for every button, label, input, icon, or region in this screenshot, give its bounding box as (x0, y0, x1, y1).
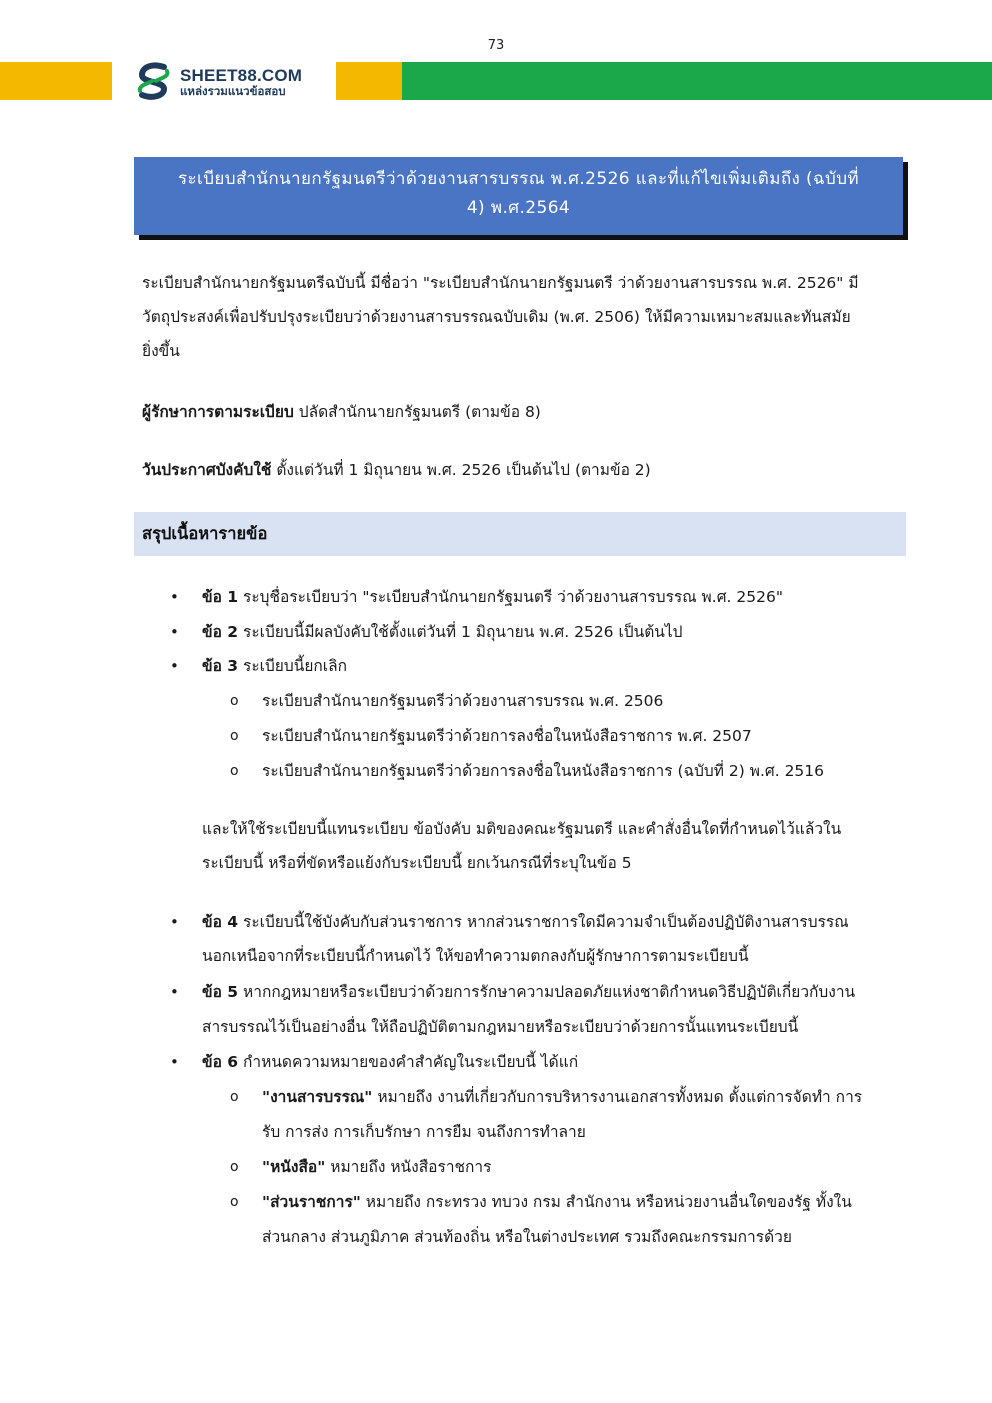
list-item-5 (142, 975, 902, 1009)
definition-1 (142, 1080, 902, 1114)
item-label: ข้อ 3 (202, 657, 239, 675)
bullet: • (170, 623, 179, 641)
intro-paragraph (142, 266, 900, 368)
list-item-2 (142, 615, 902, 649)
definition-term: "งานสารบรรณ" (262, 1088, 373, 1106)
logo-name: SHEET88.COM (180, 66, 303, 86)
header-band-green (402, 62, 992, 100)
sub-bullet: o (230, 693, 239, 709)
responsible-paragraph (142, 395, 900, 429)
item-text: สารบรรณไว้เป็นอย่างอื่น ให้ถือปฏิบัติตามกฎหมายหรือระเบียบว่าด้วยการนั้นแทนระเบียบนี้ (202, 1018, 799, 1036)
definition-text: หมายถึง งานที่เกี่ยวกับการบริหารงานเอกสารทั้งหมด ตั้งแต่การจัดทำ การ (372, 1088, 863, 1106)
effective-text: ตั้งแต่วันที่ 1 มิถุนายน พ.ศ. 2526 เป็นต้นไป (ตามข้อ 2) (271, 461, 651, 479)
definition-3-cont (142, 1220, 902, 1254)
list-item-4-cont (142, 939, 902, 973)
item-text: กำหนดความหมายของคำสำคัญในระเบียบนี้ ได้แก่ (238, 1053, 579, 1071)
intro-line-1: ระเบียบสำนักนายกรัฐมนตรีฉบับนี้ มีชื่อว่า "ระเบียบสำนักนายกรัฐมนตรี ว่าด้วยงานสารบรรณ พ.ศ. 2526" มี (142, 274, 859, 292)
effective-label: วันประกาศบังคับใช้ (142, 461, 272, 479)
intro-line-2: วัตถุประสงค์เพื่อปรับปรุงระเบียบว่าด้วยงานสารบรรณฉบับเดิม (พ.ศ. 2506) ให้มีความเหมาะสมและทันสมัย (142, 308, 851, 326)
intro-line-3: ยิ่งขึ้น (142, 342, 180, 360)
summary-heading: สรุปเนื้อหารายข้อ (134, 512, 906, 556)
sub-item-3-1 (142, 684, 902, 718)
definition-text: หมายถึง กระทรวง ทบวง กรม สำนักงาน หรือหน่วยงานอื่นใดของรัฐ ทั้งใน (360, 1193, 852, 1211)
item-text: ระเบียบนี้ยกเลิก (238, 657, 347, 675)
item-3-note-line-1 (142, 812, 902, 846)
definition-text: หมายถึง หนังสือราชการ (325, 1158, 492, 1176)
definition-1-cont (142, 1115, 902, 1149)
definition-term: "ส่วนราชการ" (262, 1193, 361, 1211)
logo (134, 60, 334, 104)
note-text: ระเบียบนี้ หรือที่ขัดหรือแย้งกับระเบียบนี้ ยกเว้นกรณีที่ระบุในข้อ 5 (202, 854, 632, 872)
item-text: ระเบียบนี้ใช้บังคับกับส่วนราชการ หากส่วนราชการใดมีความจำเป็นต้องปฏิบัติงานสารบรรณ (238, 913, 849, 931)
title-line-2: 4) พ.ศ.2564 (466, 198, 571, 218)
definition-2 (142, 1150, 902, 1184)
sub-bullet: o (230, 1089, 239, 1105)
sub-bullet: o (230, 1159, 239, 1175)
sub-bullet: o (230, 728, 239, 744)
sub-item-3-2 (142, 719, 902, 753)
bullet: • (170, 983, 179, 1001)
logo-tagline: แหล่งรวมแนวข้อสอบ (180, 83, 286, 98)
bullet: • (170, 657, 179, 675)
header-band-yellow-left (0, 62, 112, 100)
definition-term: "หนังสือ" (262, 1158, 326, 1176)
item-label: ข้อ 2 (202, 623, 239, 641)
list-item-5-cont (142, 1010, 902, 1044)
list-item-1 (142, 580, 902, 614)
item-text: ระเบียบนี้มีผลบังคับใช้ตั้งแต่วันที่ 1 มิถุนายน พ.ศ. 2526 เป็นต้นไป (238, 623, 683, 641)
item-label: ข้อ 5 (202, 983, 239, 1001)
title-line-1: ระเบียบสำนักนายกรัฐมนตรีว่าด้วยงานสารบรรณ พ.ศ.2526 และที่แก้ไขเพิ่มเติมถึง (ฉบับที่ (177, 169, 860, 189)
definition-3 (142, 1185, 902, 1219)
page-number: 73 (487, 38, 505, 53)
bullet: • (170, 588, 179, 606)
sub-bullet: o (230, 1194, 239, 1210)
responsible-text: ปลัดสำนักนายกรัฐมนตรี (ตามข้อ 8) (293, 403, 541, 421)
list-item-6 (142, 1045, 902, 1079)
list-item-4 (142, 905, 902, 939)
definition-text: รับ การส่ง การเก็บรักษา การยืม จนถึงการทำลาย (262, 1123, 586, 1141)
sub-item-text: ระเบียบสำนักนายกรัฐมนตรีว่าด้วยงานสารบรรณ พ.ศ. 2506 (262, 692, 664, 710)
sub-item-text: ระเบียบสำนักนายกรัฐมนตรีว่าด้วยการลงชื่อในหนังสือราชการ (ฉบับที่ 2) พ.ศ. 2516 (262, 762, 825, 780)
effective-paragraph (142, 453, 900, 487)
logo-s-icon (134, 61, 174, 103)
header-band-yellow-mid (336, 62, 402, 100)
item-text: หากกฎหมายหรือระเบียบว่าด้วยการรักษาความปลอดภัยแห่งชาติกำหนดวิธีปฏิบัติเกี่ยวกับงาน (238, 983, 856, 1001)
definition-text: ส่วนกลาง ส่วนภูมิภาค ส่วนท้องถิ่น หรือในต่างประเทศ รวมถึงคณะกรรมการด้วย (262, 1228, 792, 1246)
item-text: ระบุชื่อระเบียบว่า "ระเบียบสำนักนายกรัฐมนตรี ว่าด้วยงานสารบรรณ พ.ศ. 2526" (238, 588, 783, 606)
bullet: • (170, 1053, 179, 1071)
item-3-note-line-2 (142, 846, 902, 880)
note-text: และให้ใช้ระเบียบนี้แทนระเบียบ ข้อบังคับ มติของคณะรัฐมนตรี และคำสั่งอื่นใดที่กำหนดไว้แล้วใน (202, 820, 842, 838)
sub-item-text: ระเบียบสำนักนายกรัฐมนตรีว่าด้วยการลงชื่อในหนังสือราชการ พ.ศ. 2507 (262, 727, 752, 745)
list-item-3 (142, 649, 902, 683)
responsible-label: ผู้รักษาการตามระเบียบ (142, 403, 294, 421)
document-title (134, 157, 903, 235)
item-label: ข้อ 4 (202, 913, 239, 931)
sub-item-3-3 (142, 754, 902, 788)
item-text: นอกเหนือจากที่ระเบียบนี้กำหนดไว้ ให้ขอทำความตกลงกับผู้รักษาการตามระเบียบนี้ (202, 947, 749, 965)
sub-bullet: o (230, 763, 239, 779)
item-label: ข้อ 1 (202, 588, 239, 606)
bullet: • (170, 913, 179, 931)
item-label: ข้อ 6 (202, 1053, 239, 1071)
